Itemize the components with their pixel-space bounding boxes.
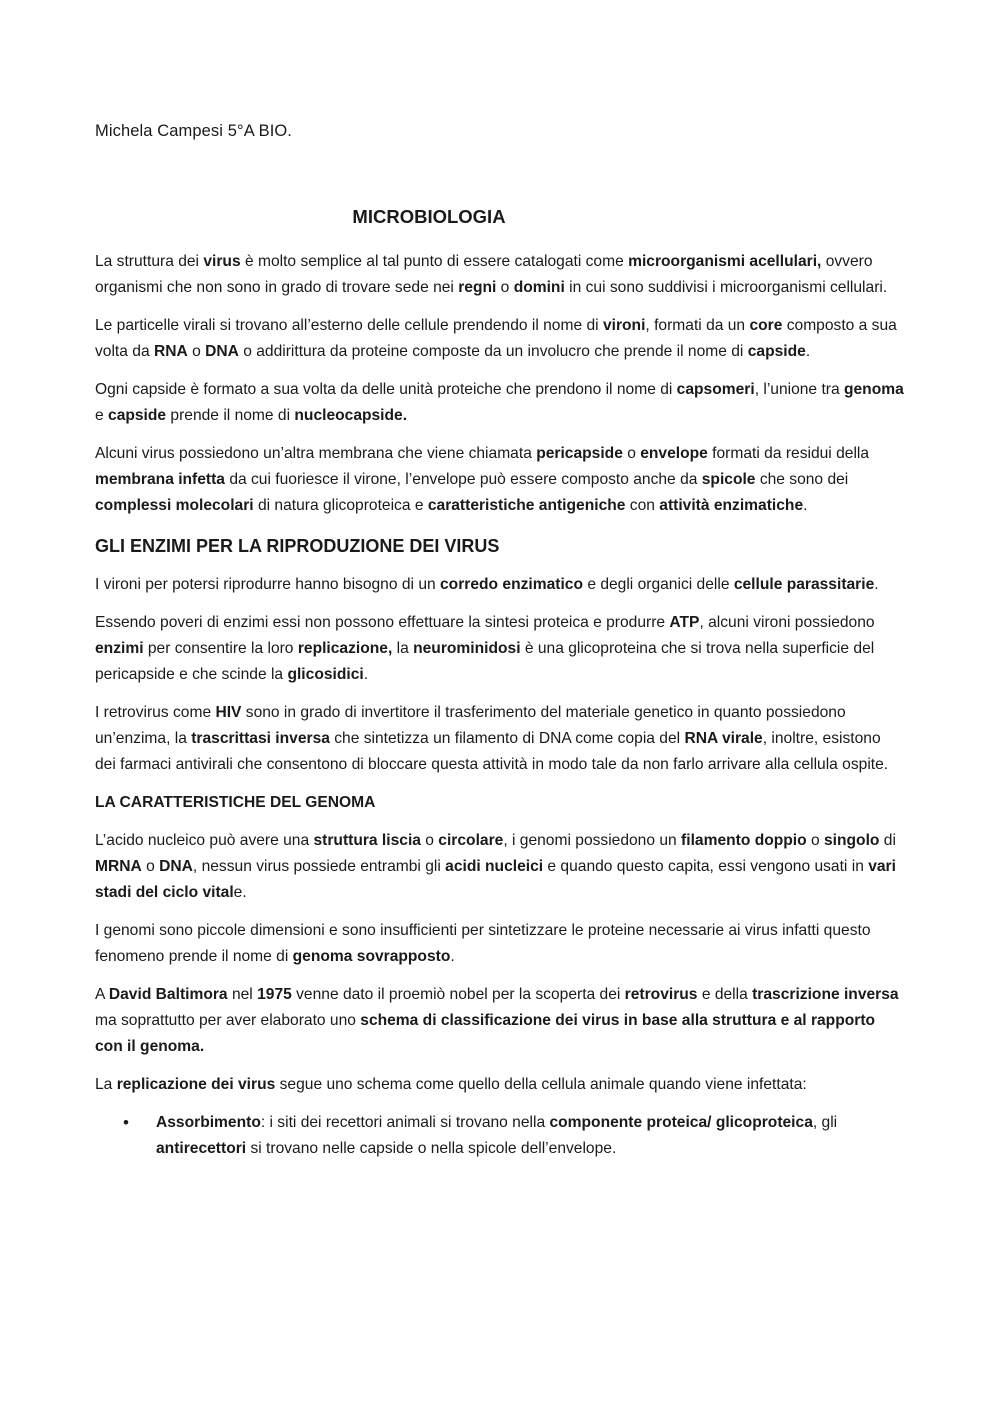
- text-run: si trovano nelle capside o nella spicole dell’envelope.: [246, 1140, 617, 1157]
- bold-term: filamento doppio: [681, 832, 807, 849]
- bold-term: retrovirus: [624, 986, 698, 1003]
- text-run: in cui sono suddivisi i microorganismi cellulari.: [564, 279, 888, 296]
- text-run: da cui fuoriesce il virone, l’envelope può essere composto anche da: [224, 471, 702, 488]
- bold-term: Assorbimento: [156, 1114, 261, 1131]
- text-run: di: [879, 832, 896, 849]
- bold-term: membrana infetta: [95, 471, 225, 488]
- text-run: o: [187, 343, 206, 360]
- text-run: Ogni capside è formato a sua volta da delle unità proteiche che prendono il nome di: [95, 381, 677, 398]
- text-run: L’acido nucleico può avere una: [95, 832, 314, 849]
- text-run: La: [95, 1076, 117, 1093]
- bullet-item-absorption: [95, 1110, 905, 1162]
- bold-term: acidi nucleici: [445, 858, 544, 875]
- text-run: la: [392, 640, 414, 657]
- bold-term: enzimi: [95, 640, 144, 657]
- text-run: è una glicoproteina che si trova nella superficie del pericapside e che scinde la: [95, 640, 875, 683]
- text-run: che sono dei: [755, 471, 849, 488]
- text-run: è molto semplice al tal punto di essere catalogati come: [240, 253, 629, 270]
- paragraph-retrovirus: [95, 700, 905, 778]
- text-run: I retrovirus come: [95, 704, 216, 721]
- text-run: di natura glicoproteica e: [253, 497, 428, 514]
- bold-term: regni: [458, 279, 497, 296]
- bold-term: core: [749, 317, 783, 334]
- text-run: .: [363, 666, 369, 683]
- text-run: per consentire la loro: [143, 640, 298, 657]
- text-run: , l’unione tra: [754, 381, 844, 398]
- author-line: Michela Campesi 5°A BIO.: [95, 122, 292, 140]
- bold-term: cellule parassitarie: [733, 576, 875, 593]
- document-title: [0, 206, 858, 228]
- text-run: o: [806, 832, 824, 849]
- text-run: sono in grado di invertitore il trasferimento del materiale genetico in quanto possiedono un’enzima, la: [95, 704, 846, 747]
- bold-term: singolo: [824, 832, 880, 849]
- section-heading-enzymes: GLI ENZIMI PER LA RIPRODUZIONE DEI VIRUS: [95, 536, 500, 556]
- bold-term: schema di classificazione dei virus in base alla struttura e al rapporto con il genoma.: [95, 1012, 876, 1055]
- text-run: ma soprattutto per aver elaborato uno: [95, 1012, 361, 1029]
- text-run: o: [496, 279, 514, 296]
- bullet-list: [95, 1110, 905, 1162]
- text-run: La struttura dei: [95, 253, 204, 270]
- bold-term: replicazione,: [297, 640, 393, 657]
- bold-term: trascrizione inversa: [752, 986, 899, 1003]
- bold-term: antirecettori: [156, 1140, 247, 1157]
- text-run: e quando questo capita, essi vengono usati in: [543, 858, 869, 875]
- text-run: , nessun virus possiede entrambi gli: [192, 858, 446, 875]
- paragraph-overlapping-genome: [95, 918, 905, 970]
- bold-term: struttura liscia: [313, 832, 421, 849]
- text-run: , formati da un: [645, 317, 750, 334]
- bold-term: ATP: [669, 614, 700, 631]
- bold-term: microorganismi acellulari,: [628, 253, 822, 270]
- bold-term: componente proteica/ glicoproteica: [549, 1114, 813, 1131]
- bold-term: RNA virale: [684, 730, 763, 747]
- text-run: , gli: [812, 1114, 838, 1131]
- bold-term: virus: [203, 253, 241, 270]
- bold-term: neurominidosi: [413, 640, 521, 657]
- text-run: con: [625, 497, 660, 514]
- bold-term: HIV: [215, 704, 242, 721]
- text-run: o: [622, 445, 641, 462]
- text-run: , i genomi possiedono un: [503, 832, 682, 849]
- bold-term: caratteristiche antigeniche: [427, 497, 626, 514]
- bold-term: complessi molecolari: [95, 497, 254, 514]
- text-run: .: [874, 576, 879, 593]
- bold-term: MRNA: [95, 858, 142, 875]
- paragraph-enzymes-replication: [95, 610, 905, 688]
- text-run: prende il nome di: [166, 407, 295, 424]
- bold-term: nucleocapside.: [294, 407, 408, 424]
- text-run: formati da residui della: [707, 445, 870, 462]
- text-run: e.: [233, 884, 247, 901]
- bold-term: DNA: [159, 858, 193, 875]
- bold-term: capsomeri: [676, 381, 755, 398]
- bold-term: corredo enzimatico: [440, 576, 583, 593]
- bold-term: genoma sovrapposto: [292, 948, 451, 965]
- text-run: o: [141, 858, 160, 875]
- paragraph-enzymatic-kit: [95, 572, 905, 598]
- text-run: Alcuni virus possiedono un’altra membrana che viene chiamata: [95, 445, 537, 462]
- bold-term: envelope: [640, 445, 708, 462]
- text-run: segue uno schema come quello della cellula animale quando viene infettata:: [275, 1076, 807, 1093]
- text-run: , inoltre, esistono dei farmaci antivirali che consentono di bloccare questa attività in modo tale da non farlo arrivare alla cellula ospite.: [95, 730, 889, 773]
- text-run: : i siti dei recettori animali si trovano nella: [260, 1114, 550, 1131]
- text-run: ovvero organismi che non sono in grado di trovare sede nei: [95, 253, 873, 296]
- section-heading-genome: LA CARATTERISTICHE DEL GENOMA: [95, 794, 376, 811]
- text-run: e: [95, 407, 109, 424]
- bold-term: RNA: [153, 343, 188, 360]
- bold-term: vari stadi del ciclo vital: [95, 858, 896, 901]
- text-run: o addirittura da proteine composte da un involucro che prende il nome di: [238, 343, 748, 360]
- bold-term: circolare: [438, 832, 504, 849]
- bold-term: capside: [108, 407, 167, 424]
- paragraph-envelope: [95, 441, 905, 519]
- text-run: Le particelle virali si trovano all’esterno delle cellule prendendo il nome di: [95, 317, 603, 334]
- bold-term: attività enzimatiche: [659, 497, 804, 514]
- bold-term: pericapside: [536, 445, 623, 462]
- document-body: [95, 249, 905, 1162]
- bold-term: capside: [747, 343, 806, 360]
- paragraph-replication: [95, 1072, 905, 1098]
- text-run: I genomi sono piccole dimensioni e sono insufficienti per sintetizzare le proteine necessarie ai virus infatti questo fenomeno prende il nome di: [95, 922, 871, 965]
- text-run: Essendo poveri di enzimi essi non possono effettuare la sintesi proteica e produrre: [95, 614, 670, 631]
- paragraph-virus-structure: [95, 249, 905, 301]
- bold-term: genoma: [843, 381, 904, 398]
- bold-term: DNA: [205, 343, 239, 360]
- bold-term: domini: [513, 279, 565, 296]
- bold-term: David Baltimora: [108, 986, 228, 1003]
- text-run: A: [95, 986, 109, 1003]
- bold-term: glicosidici: [287, 666, 364, 683]
- bold-term: vironi: [602, 317, 646, 334]
- text-run: venne dato il proemiò nobel per la scoperta dei: [291, 986, 625, 1003]
- bold-term: replicazione dei virus: [116, 1076, 276, 1093]
- text-run: che sintetizza un filamento di DNA come copia del: [329, 730, 685, 747]
- text-run: I vironi per potersi riprodurre hanno bisogno di un: [95, 576, 440, 593]
- bold-term: 1975: [257, 986, 292, 1003]
- text-run: e della: [697, 986, 753, 1003]
- text-run: , alcuni vironi possiedono: [699, 614, 875, 631]
- paragraph-nucleic-acid: [95, 828, 905, 906]
- bold-term: spicole: [701, 471, 756, 488]
- paragraph-capsomers: [95, 377, 905, 429]
- paragraph-virions: [95, 313, 905, 365]
- text-run: composto a sua volta da: [95, 317, 897, 360]
- text-run: .: [803, 497, 808, 514]
- paragraph-baltimore: [95, 982, 905, 1060]
- text-run: e degli organici delle: [582, 576, 734, 593]
- text-run: .: [450, 948, 455, 965]
- text-run: nel: [227, 986, 258, 1003]
- text-run: .: [805, 343, 811, 360]
- text-run: o: [420, 832, 439, 849]
- title-text: MICROBIOLOGIA: [352, 206, 506, 227]
- bold-term: trascrittasi inversa: [191, 730, 330, 747]
